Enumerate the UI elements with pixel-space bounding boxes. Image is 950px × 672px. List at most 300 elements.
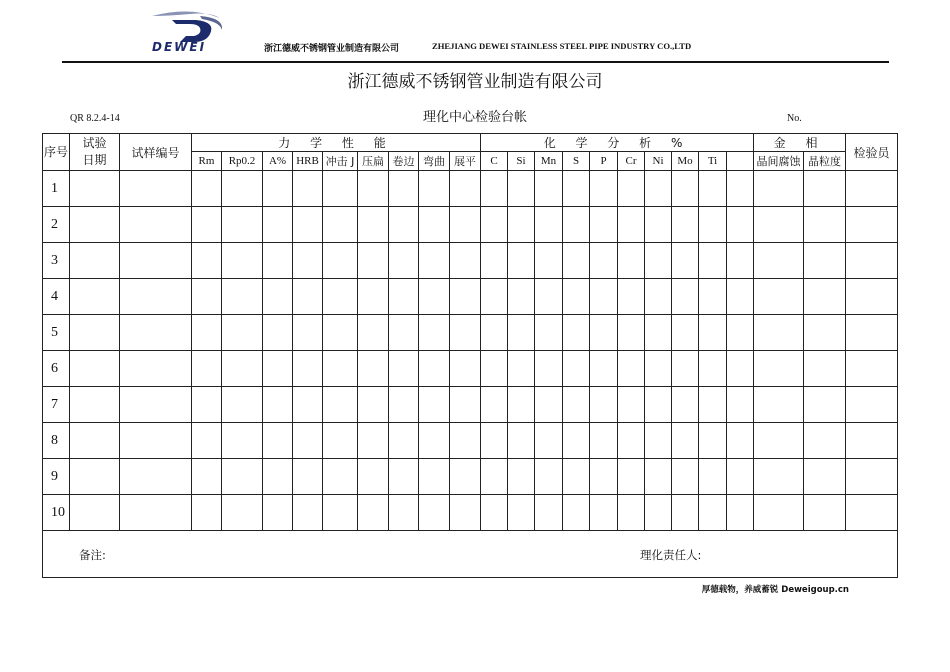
table-cell[interactable]	[645, 495, 672, 531]
table-cell[interactable]	[754, 495, 804, 531]
row-number: 8	[43, 423, 70, 459]
table-cell[interactable]	[645, 387, 672, 423]
table-cell[interactable]	[481, 351, 508, 387]
table-cell[interactable]	[293, 495, 323, 531]
table-cell[interactable]	[481, 315, 508, 351]
col-seq: 序号	[43, 134, 70, 171]
table-cell[interactable]	[263, 171, 293, 207]
table-cell[interactable]	[389, 351, 419, 387]
table-cell[interactable]	[508, 279, 535, 315]
table-cell[interactable]	[672, 171, 699, 207]
table-cell[interactable]	[120, 459, 192, 495]
col-test-date: 试验日期	[70, 134, 120, 171]
table-cell[interactable]	[727, 387, 754, 423]
table-cell[interactable]	[508, 351, 535, 387]
table-cell[interactable]	[672, 243, 699, 279]
chem-col-9	[727, 152, 754, 171]
table-cell[interactable]	[508, 207, 535, 243]
table-row	[43, 315, 898, 351]
table-cell[interactable]	[419, 315, 450, 351]
table-cell[interactable]	[222, 351, 263, 387]
table-cell[interactable]	[699, 351, 727, 387]
table-cell[interactable]	[804, 279, 846, 315]
table-cell[interactable]	[222, 387, 263, 423]
table-cell[interactable]	[508, 171, 535, 207]
table-cell[interactable]	[618, 171, 645, 207]
table-cell[interactable]	[727, 423, 754, 459]
table-cell[interactable]	[263, 459, 293, 495]
chem-col-7: Mo	[672, 152, 699, 171]
table-cell[interactable]	[508, 423, 535, 459]
group-metallography: 金 相	[754, 134, 846, 152]
table-cell[interactable]	[358, 279, 389, 315]
table-row	[43, 207, 898, 243]
table-cell[interactable]	[263, 315, 293, 351]
table-cell[interactable]	[590, 315, 618, 351]
table-cell[interactable]	[846, 387, 898, 423]
table-cell[interactable]	[222, 207, 263, 243]
table-cell[interactable]	[618, 207, 645, 243]
table-cell[interactable]	[508, 387, 535, 423]
table-cell[interactable]	[192, 351, 222, 387]
table-cell[interactable]	[563, 351, 590, 387]
table-cell[interactable]	[323, 423, 358, 459]
company-name-cn-small: 浙江德威不锈钢管业制造有限公司	[264, 44, 400, 54]
table-cell[interactable]	[727, 243, 754, 279]
table-cell[interactable]	[804, 423, 846, 459]
table-cell[interactable]	[804, 171, 846, 207]
table-cell[interactable]	[263, 243, 293, 279]
table-cell[interactable]	[535, 495, 563, 531]
chem-col-5: Cr	[618, 152, 645, 171]
chem-col-8: Ti	[699, 152, 727, 171]
table-cell[interactable]	[419, 423, 450, 459]
group-mechanical: 力 学 性 能	[192, 134, 481, 152]
table-cell[interactable]	[563, 207, 590, 243]
table-cell[interactable]	[358, 459, 389, 495]
table-cell[interactable]	[672, 423, 699, 459]
table-cell[interactable]	[618, 315, 645, 351]
table-cell[interactable]	[590, 279, 618, 315]
table-cell[interactable]	[389, 423, 419, 459]
table-cell[interactable]	[563, 243, 590, 279]
table-cell[interactable]	[419, 387, 450, 423]
table-cell[interactable]	[618, 387, 645, 423]
table-cell[interactable]	[120, 243, 192, 279]
table-cell[interactable]	[727, 279, 754, 315]
table-cell[interactable]	[419, 171, 450, 207]
table-cell[interactable]	[70, 459, 120, 495]
table-cell[interactable]	[192, 459, 222, 495]
table-cell[interactable]	[419, 495, 450, 531]
table-cell[interactable]	[535, 279, 563, 315]
table-cell[interactable]	[358, 423, 389, 459]
table-row	[43, 387, 898, 423]
table-cell[interactable]	[804, 315, 846, 351]
table-cell[interactable]	[70, 243, 120, 279]
table-cell[interactable]	[846, 423, 898, 459]
table-cell[interactable]	[590, 171, 618, 207]
table-cell[interactable]	[699, 315, 727, 351]
table-cell[interactable]	[618, 243, 645, 279]
table-cell[interactable]	[804, 387, 846, 423]
table-cell[interactable]	[699, 495, 727, 531]
row-number: 10	[43, 495, 70, 531]
table-cell[interactable]	[754, 351, 804, 387]
table-cell[interactable]	[645, 459, 672, 495]
group-chemical: 化 学 分 析 %	[481, 134, 754, 152]
table-cell[interactable]	[804, 207, 846, 243]
table-cell[interactable]	[70, 495, 120, 531]
chem-col-2: Mn	[535, 152, 563, 171]
table-cell[interactable]	[754, 387, 804, 423]
table-cell[interactable]	[754, 243, 804, 279]
table-cell[interactable]	[450, 495, 481, 531]
table-cell[interactable]	[563, 387, 590, 423]
table-cell[interactable]	[419, 459, 450, 495]
mech-col-4: 冲击 J	[323, 152, 358, 171]
mech-col-7: 弯曲	[419, 152, 450, 171]
remarks-label: 备注:	[79, 548, 106, 562]
row-number: 4	[43, 279, 70, 315]
table-cell[interactable]	[323, 243, 358, 279]
mech-col-3: HRB	[293, 152, 323, 171]
table-cell[interactable]	[293, 459, 323, 495]
table-cell[interactable]	[672, 495, 699, 531]
table-cell[interactable]	[192, 423, 222, 459]
mech-col-5: 压扁	[358, 152, 389, 171]
table-cell[interactable]	[846, 243, 898, 279]
table-cell[interactable]	[535, 171, 563, 207]
company-name-en: ZHEJIANG DEWEI STAINLESS STEEL PIPE INDUSTRY CO.,LTD	[432, 41, 692, 51]
table-row	[43, 279, 898, 315]
table-cell[interactable]	[70, 207, 120, 243]
table-cell[interactable]	[293, 423, 323, 459]
table-cell[interactable]	[120, 315, 192, 351]
table-cell[interactable]	[450, 207, 481, 243]
col-inspector: 检验员	[846, 134, 898, 171]
row-number: 3	[43, 243, 70, 279]
table-cell[interactable]	[192, 243, 222, 279]
table-cell[interactable]	[672, 459, 699, 495]
table-cell[interactable]	[293, 243, 323, 279]
table-cell[interactable]	[846, 171, 898, 207]
table-cell[interactable]	[508, 243, 535, 279]
table-cell[interactable]	[699, 171, 727, 207]
chem-col-4: P	[590, 152, 618, 171]
table-cell[interactable]	[70, 279, 120, 315]
table-cell[interactable]	[70, 351, 120, 387]
table-cell[interactable]	[672, 207, 699, 243]
table-cell[interactable]	[672, 351, 699, 387]
number-label: No.	[787, 113, 802, 124]
table-cell[interactable]	[727, 459, 754, 495]
table-cell[interactable]	[846, 279, 898, 315]
table-cell[interactable]	[481, 207, 508, 243]
table-cell[interactable]	[481, 243, 508, 279]
table-cell[interactable]	[645, 243, 672, 279]
table-cell[interactable]	[846, 495, 898, 531]
table-cell[interactable]	[563, 495, 590, 531]
table-cell[interactable]	[645, 351, 672, 387]
table-cell[interactable]	[754, 279, 804, 315]
chem-col-1: Si	[508, 152, 535, 171]
table-cell[interactable]	[804, 495, 846, 531]
table-cell[interactable]	[419, 279, 450, 315]
table-cell[interactable]	[618, 495, 645, 531]
table-cell[interactable]	[563, 315, 590, 351]
table-cell[interactable]	[535, 387, 563, 423]
mech-col-0: Rm	[192, 152, 222, 171]
table-cell[interactable]	[846, 459, 898, 495]
table-cell[interactable]	[535, 207, 563, 243]
table-cell[interactable]	[804, 243, 846, 279]
chem-col-0: C	[481, 152, 508, 171]
table-cell[interactable]	[563, 171, 590, 207]
logo-wordmark: DEWEI	[152, 40, 207, 54]
table-cell[interactable]	[192, 171, 222, 207]
table-cell[interactable]	[727, 207, 754, 243]
table-row	[43, 495, 898, 531]
chem-col-3: S	[563, 152, 590, 171]
table-cell[interactable]	[70, 315, 120, 351]
table-cell[interactable]	[222, 423, 263, 459]
table-cell[interactable]	[222, 495, 263, 531]
table-cell[interactable]	[535, 243, 563, 279]
table-cell[interactable]	[699, 459, 727, 495]
table-cell[interactable]	[535, 315, 563, 351]
metal-col-1: 晶粒度	[804, 152, 846, 171]
table-cell[interactable]	[645, 315, 672, 351]
table-cell[interactable]	[846, 315, 898, 351]
table-cell[interactable]	[389, 495, 419, 531]
table-cell[interactable]	[293, 279, 323, 315]
table-cell[interactable]	[563, 279, 590, 315]
table-cell[interactable]	[804, 459, 846, 495]
table-cell[interactable]	[590, 351, 618, 387]
table-cell[interactable]	[508, 495, 535, 531]
table-cell[interactable]	[323, 495, 358, 531]
table-cell[interactable]	[754, 315, 804, 351]
table-cell[interactable]	[293, 171, 323, 207]
form-code: QR 8.2.4-14	[70, 113, 120, 124]
table-cell[interactable]	[389, 279, 419, 315]
metal-col-0: 晶间腐蚀	[754, 152, 804, 171]
row-number: 7	[43, 387, 70, 423]
table-cell[interactable]	[222, 243, 263, 279]
table-cell[interactable]	[590, 459, 618, 495]
table-cell[interactable]	[618, 423, 645, 459]
table-cell[interactable]	[450, 351, 481, 387]
table-row	[43, 423, 898, 459]
table-cell[interactable]	[508, 315, 535, 351]
table-cell[interactable]	[450, 459, 481, 495]
mech-col-6: 卷边	[389, 152, 419, 171]
footer-slogan: 厚德载物，养威蓄锐 Deweigoup.cn	[701, 585, 849, 595]
table-cell[interactable]	[645, 171, 672, 207]
table-cell[interactable]	[192, 315, 222, 351]
table-cell[interactable]	[358, 171, 389, 207]
table-cell[interactable]	[222, 459, 263, 495]
table-cell[interactable]	[672, 315, 699, 351]
table-cell[interactable]	[450, 243, 481, 279]
header-rule	[62, 61, 889, 63]
table-cell[interactable]	[70, 171, 120, 207]
col-sample-no: 试样编号	[120, 134, 192, 171]
table-cell[interactable]	[535, 351, 563, 387]
table-cell[interactable]	[450, 387, 481, 423]
table-cell[interactable]	[323, 459, 358, 495]
table-cell[interactable]	[263, 495, 293, 531]
table-row	[43, 351, 898, 387]
table-cell[interactable]	[450, 315, 481, 351]
table-cell[interactable]	[323, 387, 358, 423]
table-cell[interactable]	[358, 495, 389, 531]
table-cell[interactable]	[120, 207, 192, 243]
table-cell[interactable]	[590, 423, 618, 459]
table-cell[interactable]	[263, 423, 293, 459]
table-cell[interactable]	[481, 459, 508, 495]
table-cell[interactable]	[481, 387, 508, 423]
table-cell[interactable]	[590, 243, 618, 279]
table-cell[interactable]	[222, 279, 263, 315]
table-cell[interactable]	[419, 243, 450, 279]
table-cell[interactable]	[192, 387, 222, 423]
table-cell[interactable]	[645, 279, 672, 315]
table-cell[interactable]	[323, 207, 358, 243]
table-cell[interactable]	[389, 459, 419, 495]
table-cell[interactable]	[323, 315, 358, 351]
table-cell[interactable]	[727, 315, 754, 351]
table-cell[interactable]	[699, 423, 727, 459]
form-title: 理化中心检验台帐	[422, 110, 527, 125]
table-row	[43, 243, 898, 279]
table-cell[interactable]	[358, 207, 389, 243]
table-cell[interactable]	[192, 207, 222, 243]
table-cell[interactable]	[419, 351, 450, 387]
table-cell[interactable]	[120, 423, 192, 459]
table-cell[interactable]	[590, 495, 618, 531]
table-cell[interactable]	[699, 207, 727, 243]
row-number: 9	[43, 459, 70, 495]
table-cell[interactable]	[120, 387, 192, 423]
table-cell[interactable]	[389, 315, 419, 351]
chem-col-6: Ni	[645, 152, 672, 171]
table-cell[interactable]	[672, 279, 699, 315]
table-cell[interactable]	[358, 351, 389, 387]
table-cell[interactable]	[419, 207, 450, 243]
table-cell[interactable]	[293, 387, 323, 423]
table-cell[interactable]	[563, 423, 590, 459]
table-cell[interactable]	[699, 387, 727, 423]
table-cell[interactable]	[727, 171, 754, 207]
table-cell[interactable]	[120, 351, 192, 387]
mech-col-2: A%	[263, 152, 293, 171]
table-cell[interactable]	[293, 315, 323, 351]
table-cell[interactable]	[222, 171, 263, 207]
row-number: 1	[43, 171, 70, 207]
table-cell[interactable]	[481, 495, 508, 531]
table-cell[interactable]	[120, 495, 192, 531]
table-cell[interactable]	[389, 171, 419, 207]
mech-col-8: 展平	[450, 152, 481, 171]
row-number: 6	[43, 351, 70, 387]
table-cell[interactable]	[323, 351, 358, 387]
table-cell[interactable]	[618, 279, 645, 315]
table-cell[interactable]	[192, 279, 222, 315]
table-cell[interactable]	[263, 279, 293, 315]
table-cell[interactable]	[727, 495, 754, 531]
table-cell[interactable]	[263, 351, 293, 387]
table-cell[interactable]	[535, 423, 563, 459]
table-cell[interactable]	[754, 459, 804, 495]
table-cell[interactable]	[699, 243, 727, 279]
table-cell[interactable]	[804, 351, 846, 387]
inspection-ledger-table	[42, 133, 898, 578]
table-cell[interactable]	[481, 279, 508, 315]
table-cell[interactable]	[846, 351, 898, 387]
table-cell[interactable]	[590, 387, 618, 423]
remarks-row	[43, 531, 898, 578]
table-cell[interactable]	[450, 279, 481, 315]
table-cell[interactable]	[389, 207, 419, 243]
table-cell[interactable]	[293, 207, 323, 243]
table-cell[interactable]	[699, 279, 727, 315]
table-cell[interactable]	[263, 387, 293, 423]
table-cell[interactable]	[323, 279, 358, 315]
table-cell[interactable]	[563, 459, 590, 495]
table-cell[interactable]	[508, 459, 535, 495]
table-cell[interactable]	[672, 387, 699, 423]
table-cell[interactable]	[618, 459, 645, 495]
table-cell[interactable]	[645, 207, 672, 243]
table-cell[interactable]	[70, 387, 120, 423]
table-cell[interactable]	[590, 207, 618, 243]
table-cell[interactable]	[618, 351, 645, 387]
mech-col-1: Rp0.2	[222, 152, 263, 171]
table-cell[interactable]	[481, 171, 508, 207]
table-cell[interactable]	[70, 423, 120, 459]
table-cell[interactable]	[222, 315, 263, 351]
table-cell[interactable]	[535, 459, 563, 495]
table-cell[interactable]	[192, 495, 222, 531]
table-cell[interactable]	[323, 171, 358, 207]
table-cell[interactable]	[358, 387, 389, 423]
table-cell[interactable]	[389, 243, 419, 279]
table-row	[43, 171, 898, 207]
table-cell[interactable]	[358, 315, 389, 351]
table-cell[interactable]	[293, 351, 323, 387]
table-cell[interactable]	[846, 207, 898, 243]
table-cell[interactable]	[389, 387, 419, 423]
table-cell[interactable]	[120, 279, 192, 315]
company-title: 浙江德威不锈钢管业制造有限公司	[347, 72, 603, 92]
table-cell[interactable]	[481, 423, 508, 459]
table-cell[interactable]	[358, 243, 389, 279]
row-number: 5	[43, 315, 70, 351]
table-cell[interactable]	[450, 171, 481, 207]
row-number: 2	[43, 207, 70, 243]
table-cell[interactable]	[645, 423, 672, 459]
table-cell[interactable]	[754, 171, 804, 207]
table-cell[interactable]	[727, 351, 754, 387]
table-cell[interactable]	[754, 207, 804, 243]
table-cell[interactable]	[263, 207, 293, 243]
table-cell[interactable]	[754, 423, 804, 459]
table-cell[interactable]	[450, 423, 481, 459]
table-row	[43, 459, 898, 495]
table-cell[interactable]	[120, 171, 192, 207]
